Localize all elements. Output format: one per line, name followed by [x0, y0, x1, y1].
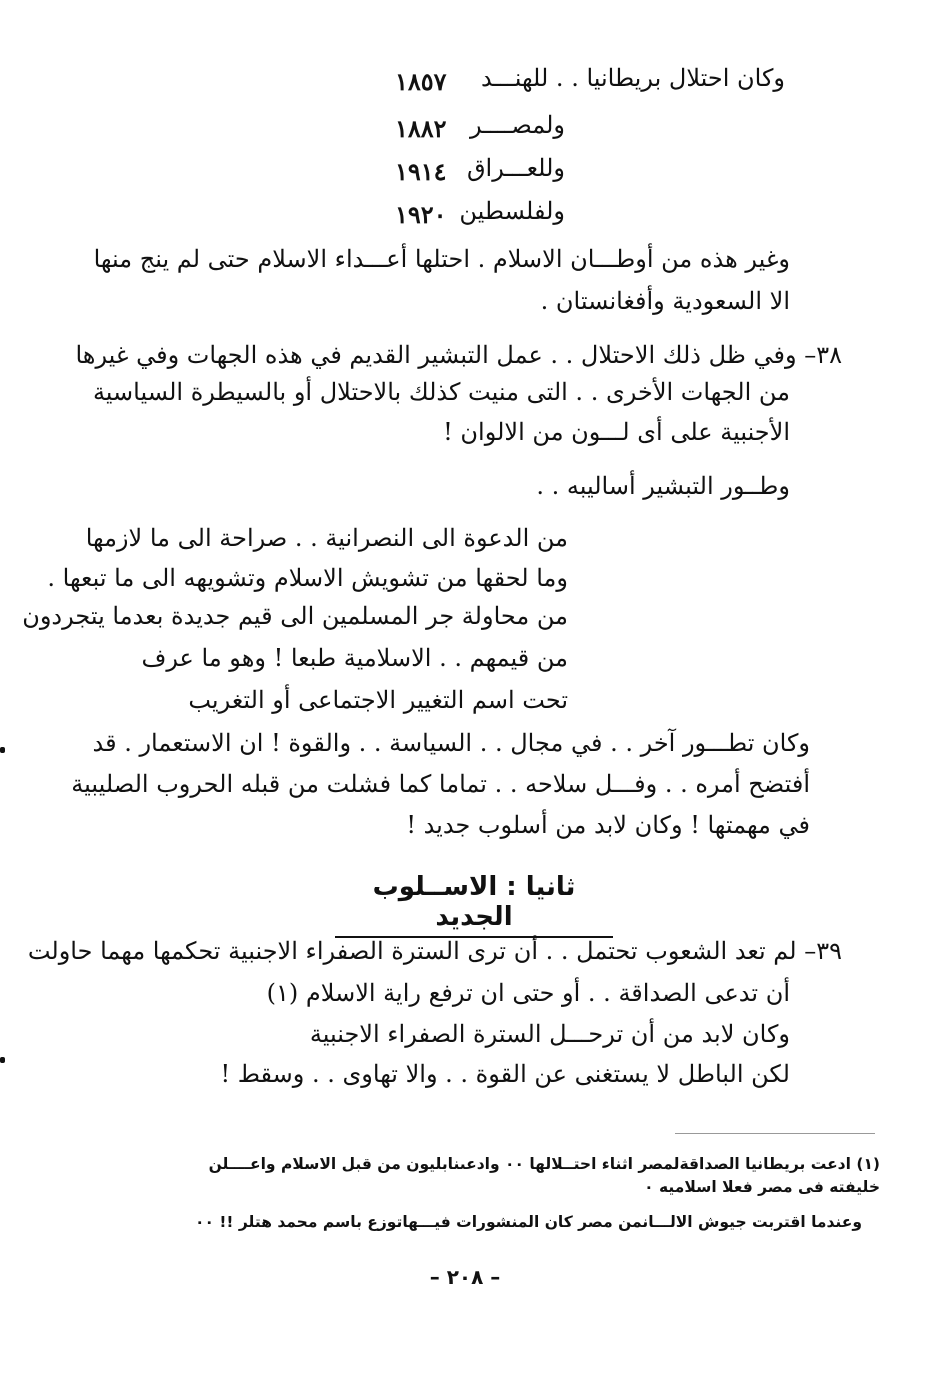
- body-line: وكان لابد من أن ترحـــل السترة الصفراء الاجنبية: [309, 1020, 790, 1048]
- indented-line: من محاولة جر المسلمين الى قيم جديدة بعدما يتجردون: [22, 602, 568, 630]
- occupation-place: وللعـــراق: [466, 154, 565, 182]
- footnote-line: وعندما اقتربت جيوش الالـــانمن مصر كان المنشورات فيـــهاتوزع باسم محمد هتلر !! ٠٠: [195, 1213, 862, 1231]
- body-line: الا السعودية وأفغانستان .: [540, 287, 790, 315]
- body-line: ٣٩– لم تعد الشعوب تحتمل . . أن ترى السترة الصفراء الاجنبية تحكمها مهما حاولت: [27, 937, 842, 965]
- indented-line: من الدعوة الى النصرانية . . صراحة الى ما لازمها: [85, 524, 568, 552]
- occupation-place: وكان احتلال بريطانيا . . للهنـــد: [481, 64, 785, 92]
- indented-line: وما لحقها من تشويش الاسلام وتشويهه الى ما تبعها .: [47, 564, 568, 592]
- body-line: وغير هذه من أوطـــان الاسلام . احتلها أعـــداء الاسلام حتى لم ينج منها: [93, 245, 790, 273]
- body-line: أن تدعى الصداقة . . أو حتى ان ترفع راية الاسلام (١): [266, 979, 790, 1007]
- body-line: لكن الباطل لا يستغنى عن القوة . . والا تهاوى . . وسقط !: [220, 1060, 790, 1088]
- body-line: الأجنبية على أى لـــون من الالوان !: [443, 418, 790, 446]
- footnote-line: (١) ادعت بريطانيا الصداقةلمصر اثناء احتــلالها ٠٠ وادعىنابليون من قبل الاسلام واعــــلن: [208, 1155, 880, 1173]
- page-number: – ٢٠٨ –: [429, 1265, 501, 1289]
- occupation-year: ١٩١٤: [395, 157, 447, 186]
- scan-speck: [0, 1057, 5, 1063]
- occupation-year: ١٨٨٢: [395, 114, 447, 143]
- occupation-year: ١٩٢٠: [395, 200, 447, 229]
- body-line: ٣٨– وفي ظل ذلك الاحتلال . . عمل التبشير القديم في هذه الجهات وفي غيرها: [75, 341, 842, 369]
- scan-speck: [0, 747, 5, 753]
- body-line: وطــور التبشير أساليبه . .: [536, 472, 790, 500]
- footnote-line: خليفته فى مصر فعلا اسلاميه ٠: [644, 1178, 880, 1196]
- indented-line: من قيمهم . . الاسلامية طبعا ! وهو ما عرف: [141, 644, 568, 672]
- occupation-place: ولفلسطين: [459, 197, 565, 225]
- body-line: في مهمتها ! وكان لابد من أسلوب جديد !: [406, 811, 810, 839]
- indented-line: تحت اسم التغيير الاجتماعى أو التغريب: [188, 686, 568, 714]
- occupation-place: ولمصــــر: [470, 111, 565, 139]
- section-heading: ثانيا : الاســلوب الجديد: [335, 872, 613, 938]
- body-line: من الجهات الأخرى . . التى منيت كذلك بالاحتلال أو بالسيطرة السياسية: [92, 378, 790, 406]
- occupation-row: [481, 62, 785, 94]
- body-line: أفتضح أمره . . وفـــل سلاحه . . تماما كما فشلت من قبله الحروب الصليبية: [71, 770, 810, 798]
- body-line: وكان تطـــور آخر . . في مجال . . السياسة . . والقوة ! ان الاستعمار . قد: [92, 729, 810, 757]
- footnote-rule: [675, 1133, 875, 1134]
- occupation-year: ١٨٥٧: [395, 67, 447, 96]
